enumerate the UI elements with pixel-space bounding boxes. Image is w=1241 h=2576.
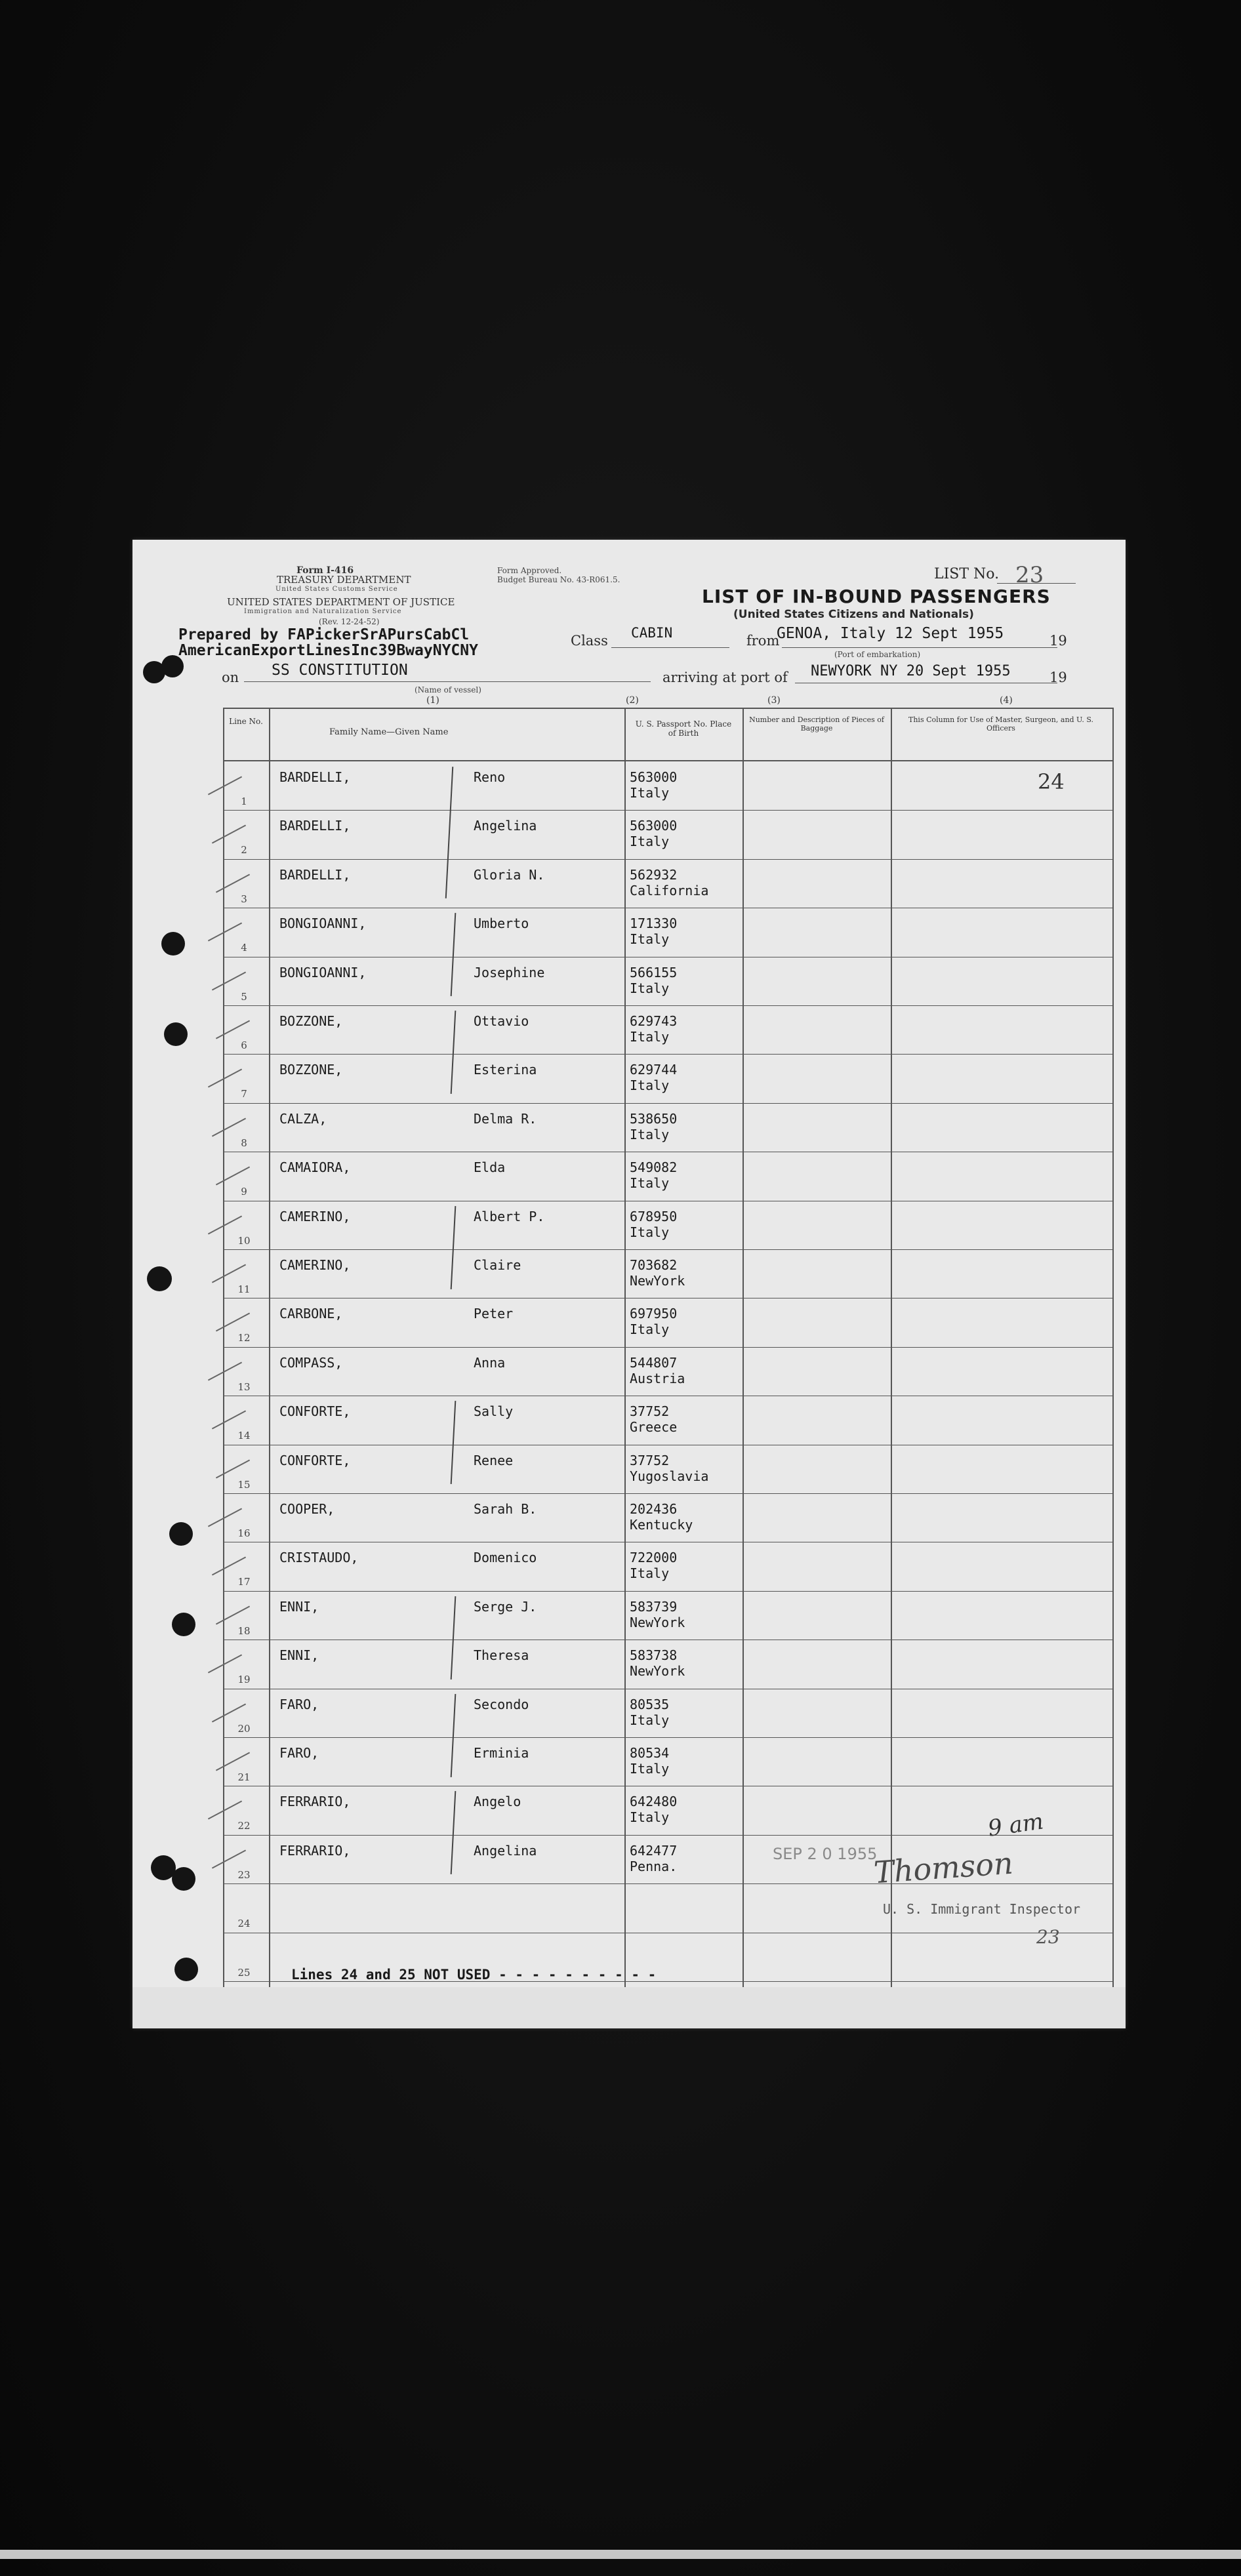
form-number: Form I-416 xyxy=(296,565,354,576)
col-line-no: Line No. xyxy=(229,717,263,726)
from-label: from xyxy=(746,633,780,649)
line-number: 8 xyxy=(241,1137,247,1149)
list-no-label: LIST No. xyxy=(934,566,1000,582)
given-name: Sarah B. xyxy=(474,1501,537,1517)
family-name: ENNI, xyxy=(279,1647,319,1664)
given-name: Secondo xyxy=(474,1696,529,1712)
on-label: on xyxy=(222,670,239,685)
place-of-birth: Greece xyxy=(630,1419,678,1436)
place-of-birth: Italy xyxy=(630,1712,670,1728)
passenger-list-document xyxy=(132,540,1126,2028)
customs-service: United States Customs Service xyxy=(275,586,398,593)
passport-number: 538650 xyxy=(630,1110,678,1127)
line-number: 9 xyxy=(241,1186,247,1198)
passport-number: 678950 xyxy=(630,1208,678,1224)
row-divider xyxy=(223,1493,1112,1494)
col4-number: (4) xyxy=(1000,695,1013,706)
scanner-edge xyxy=(0,2550,1241,2559)
row-divider xyxy=(223,1883,1112,1884)
passport-number: 544807 xyxy=(630,1354,678,1371)
vessel-name: SS CONSTITUTION xyxy=(272,662,408,679)
line-number: 1 xyxy=(241,795,247,807)
class-label: Class xyxy=(571,633,608,649)
family-name: BARDELLI, xyxy=(279,818,351,834)
place-of-birth: Italy xyxy=(630,1809,670,1826)
place-of-birth: NewYork xyxy=(630,1663,685,1680)
passport-number: 629744 xyxy=(630,1062,678,1078)
prepared-by: Prepared by FAPickerSrAPursCabCl xyxy=(178,626,470,643)
given-name: Albert P. xyxy=(474,1208,545,1224)
passport-number: 37752 xyxy=(630,1452,670,1468)
punch-hole xyxy=(172,1867,195,1891)
given-name: Anna xyxy=(474,1354,506,1371)
place-of-birth: Italy xyxy=(630,931,670,948)
family-name: CAMAIORA, xyxy=(279,1159,351,1176)
row-divider xyxy=(223,810,1112,811)
passport-number: 642480 xyxy=(630,1794,678,1810)
passport-number: 80535 xyxy=(630,1696,670,1712)
place-of-birth: Penna. xyxy=(630,1858,678,1874)
list-no-value: 23 xyxy=(1015,562,1044,588)
place-of-birth: Austria xyxy=(630,1370,685,1386)
line-number: 22 xyxy=(237,1820,251,1832)
place-of-birth: Italy xyxy=(630,1175,670,1192)
line-number: 18 xyxy=(237,1624,251,1637)
family-name: FERRARIO, xyxy=(279,1794,351,1810)
place-of-birth: Italy xyxy=(630,834,670,850)
place-of-birth: Italy xyxy=(630,1224,670,1240)
row-divider xyxy=(223,859,1112,860)
col-officers: This Column for Use of Master, Surgeon, and U. S. Officers xyxy=(908,715,1093,733)
treasury-department: TREASURY DEPARTMENT xyxy=(277,574,411,586)
line-number: 12 xyxy=(237,1332,251,1344)
row-divider xyxy=(223,1347,1112,1348)
line-number: 6 xyxy=(241,1039,247,1051)
col2-number: (2) xyxy=(626,695,639,706)
punch-hole xyxy=(174,1958,198,1981)
family-name: CONFORTE, xyxy=(279,1403,351,1420)
passport-number: 563000 xyxy=(630,769,678,785)
line-number: 15 xyxy=(237,1478,251,1491)
family-name: BOZZONE, xyxy=(279,1013,343,1029)
not-used-note: Lines 24 and 25 NOT USED - - - - - - - - - - xyxy=(291,1967,657,1982)
given-name: Esterina xyxy=(474,1062,537,1078)
col-family-name: Family Name—Given Name xyxy=(329,727,449,737)
family-name: BOZZONE, xyxy=(279,1062,343,1078)
family-name: BARDELLI, xyxy=(279,769,351,785)
place-of-birth: Italy xyxy=(630,1321,670,1338)
given-name: Claire xyxy=(474,1257,521,1273)
place-of-birth: NewYork xyxy=(630,1273,685,1289)
family-name: FARO, xyxy=(279,1745,319,1761)
passport-number: 563000 xyxy=(630,818,678,834)
line-number: 2 xyxy=(241,844,247,856)
given-name: Renee xyxy=(474,1452,514,1468)
passport-number: 37752 xyxy=(630,1403,670,1420)
given-name: Angelina xyxy=(474,818,537,834)
passport-number: 562932 xyxy=(630,866,678,883)
place-of-birth: Italy xyxy=(630,1077,670,1094)
line-number: 10 xyxy=(237,1234,251,1247)
line-number: 7 xyxy=(241,1088,247,1100)
given-name: Gloria N. xyxy=(474,866,545,883)
line-number: 19 xyxy=(237,1674,251,1686)
passport-number: 629743 xyxy=(630,1013,678,1029)
given-name: Elda xyxy=(474,1159,506,1176)
family-name: CONFORTE, xyxy=(279,1452,351,1468)
row-divider xyxy=(223,1103,1112,1104)
place-of-birth: Italy xyxy=(630,1565,670,1582)
line-number: 25 xyxy=(237,1966,251,1979)
family-name: ENNI, xyxy=(279,1598,319,1615)
place-of-birth: Italy xyxy=(630,980,670,996)
col-passport: U. S. Passport No. Place of Birth xyxy=(635,719,732,738)
form-approved: Form Approved. xyxy=(497,566,562,575)
given-name: Umberto xyxy=(474,916,529,932)
inspector-signature: Thomson xyxy=(872,1845,1015,1891)
punch-hole xyxy=(169,1522,193,1546)
punch-hole xyxy=(172,1613,195,1636)
given-name: Domenico xyxy=(474,1550,537,1566)
passport-number: 549082 xyxy=(630,1159,678,1176)
family-name: COOPER, xyxy=(279,1501,335,1517)
line-number: 16 xyxy=(237,1527,251,1539)
col-baggage: Number and Description of Pieces of Baggage xyxy=(749,715,884,733)
family-name: CRISTAUDO, xyxy=(279,1550,359,1566)
family-name: FARO, xyxy=(279,1696,319,1712)
given-name: Theresa xyxy=(474,1647,529,1664)
passport-number: 703682 xyxy=(630,1257,678,1273)
name-of-vessel-caption: (Name of vessel) xyxy=(415,685,481,694)
family-name: BONGIOANNI, xyxy=(279,964,367,980)
row-divider xyxy=(223,1737,1112,1738)
family-name: BONGIOANNI, xyxy=(279,916,367,932)
punch-hole xyxy=(161,932,185,956)
year-suffix: 19 xyxy=(1049,670,1067,685)
year-suffix: 19 xyxy=(1049,633,1067,649)
class-value: CABIN xyxy=(631,625,673,641)
given-name: Delma R. xyxy=(474,1110,537,1127)
row-divider xyxy=(223,1591,1112,1592)
passport-number: 642477 xyxy=(630,1842,678,1859)
col3-number: (3) xyxy=(767,695,781,706)
punch-hole xyxy=(147,1266,172,1291)
family-name: BARDELLI, xyxy=(279,866,351,883)
arrival-date-stamp: SEP 2 0 1955 xyxy=(773,1845,878,1863)
given-name: Angelina xyxy=(474,1842,537,1859)
place-of-birth: Kentucky xyxy=(630,1517,693,1533)
given-name: Peter xyxy=(474,1306,514,1322)
line-number: 23 xyxy=(237,1868,251,1881)
arriving-label: arriving at port of xyxy=(662,670,788,685)
passport-number: 202436 xyxy=(630,1501,678,1517)
paper-bottom-edge xyxy=(132,1987,1126,2028)
line-number: 5 xyxy=(241,990,247,1003)
family-name: CARBONE, xyxy=(279,1306,343,1322)
line-number: 21 xyxy=(237,1771,251,1783)
arriving-value: NEWYORK NY 20 Sept 1955 xyxy=(811,663,1011,679)
document-subtitle: (United States Citizens and Nationals) xyxy=(733,608,974,621)
row-divider xyxy=(223,1054,1112,1055)
family-name: COMPASS, xyxy=(279,1354,343,1371)
given-name: Josephine xyxy=(474,964,545,980)
port-of-embarkation-caption: (Port of embarkation) xyxy=(834,650,921,659)
given-name: Reno xyxy=(474,769,506,785)
family-name: CAMERINO, xyxy=(279,1208,351,1224)
given-name: Angelo xyxy=(474,1794,521,1810)
justice-department: UNITED STATES DEPARTMENT OF JUSTICE xyxy=(227,596,455,608)
line-number: 3 xyxy=(241,893,247,905)
row-divider xyxy=(223,1835,1112,1836)
given-name: Ottavio xyxy=(474,1013,529,1029)
line-number: 13 xyxy=(237,1380,251,1393)
passport-number: 697950 xyxy=(630,1306,678,1322)
form-revision: (Rev. 12-24-52) xyxy=(319,617,380,626)
place-of-birth: NewYork xyxy=(630,1614,685,1630)
immigration-service: Immigration and Naturalization Service xyxy=(244,608,402,615)
line-number: 17 xyxy=(237,1576,251,1588)
line-number: 24 xyxy=(237,1918,251,1930)
handwritten-note: 24 xyxy=(1038,769,1065,794)
page-mark: 23 xyxy=(1036,1926,1060,1948)
place-of-birth: Italy xyxy=(630,1126,670,1142)
passport-number: 566155 xyxy=(630,964,678,980)
place-of-birth: Yugoslavia xyxy=(630,1468,709,1484)
line-number: 11 xyxy=(237,1283,251,1295)
passport-number: 583738 xyxy=(630,1647,678,1664)
passport-number: 80534 xyxy=(630,1745,670,1761)
family-name: CALZA, xyxy=(279,1110,327,1127)
row-divider xyxy=(223,1249,1112,1250)
handwritten-time: 9 am xyxy=(986,1808,1046,1842)
shipping-company: AmericanExportLinesInc39BwayNYCNY xyxy=(178,642,478,659)
line-number: 14 xyxy=(237,1430,251,1442)
family-name: CAMERINO, xyxy=(279,1257,351,1273)
given-name: Erminia xyxy=(474,1745,529,1761)
place-of-birth: Italy xyxy=(630,1029,670,1045)
place-of-birth: California xyxy=(630,882,709,898)
from-value: GENOA, Italy 12 Sept 1955 xyxy=(777,625,1004,642)
line-number: 20 xyxy=(237,1722,251,1735)
passport-number: 171330 xyxy=(630,916,678,932)
place-of-birth: Italy xyxy=(630,785,670,801)
document-title: LIST OF IN-BOUND PASSENGERS xyxy=(702,586,1051,607)
row-divider xyxy=(223,1005,1112,1006)
col1-number: (1) xyxy=(426,695,439,706)
passport-number: 583739 xyxy=(630,1598,678,1615)
given-name: Sally xyxy=(474,1403,514,1420)
passport-number: 722000 xyxy=(630,1550,678,1566)
punch-hole xyxy=(164,1022,188,1046)
place-of-birth: Italy xyxy=(630,1761,670,1777)
line-number: 4 xyxy=(241,942,247,954)
family-name: FERRARIO, xyxy=(279,1842,351,1859)
given-name: Serge J. xyxy=(474,1598,537,1615)
budget-bureau: Budget Bureau No. 43-R061.5. xyxy=(497,575,620,584)
inspector-title: U. S. Immigrant Inspector xyxy=(883,1901,1081,1917)
